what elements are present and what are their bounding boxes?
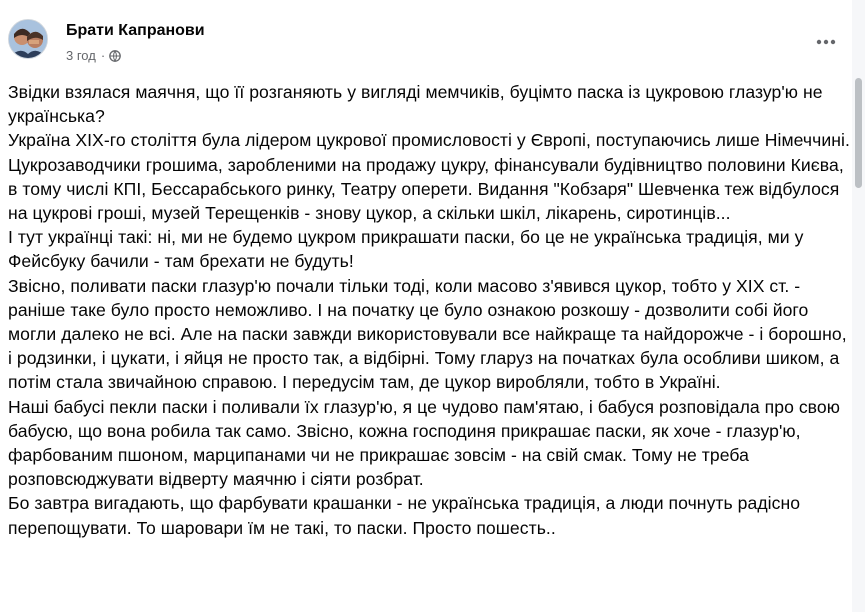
post-header (8, 16, 848, 72)
scrollbar[interactable] (852, 0, 865, 612)
author-name[interactable]: Брати Капранови (66, 22, 205, 39)
scrollbar-thumb[interactable] (855, 78, 862, 188)
post-paragraph: І тут українці такі: ні, ми не будемо цукром прикрашати паски, бо це не українська традиція, ми у Фейсбуку бачили - там брехати не будуть! (8, 227, 804, 272)
post-timestamp[interactable]: 3 год (66, 48, 96, 63)
post-paragraph: Наші бабусі пекли паски і поливали їх глазур'ю, я це чудово пам'ятаю, і бабуся розповідала про свою бабусю, що вона робила так само. Звісно, кожна господиня прикрашає паски, як хоче - глазур'ю, фарбованим пшоном, марципанами чи не прикрашає зовсім - на свій смак. Тому не треба розповсюджувати відверту маячню і сіяти розбрат. (8, 396, 840, 490)
author-photo-icon (9, 20, 47, 58)
post-paragraph: Звісно, поливати паски глазур'ю почали тільки тоді, коли масово з'явився цукор, тобто у XIX ст. - раніше таке було просто неможливо. І на початку це було ознакою розкошу - дозволити собі його могли далеко не всі. Але на паски завжди використовували все найкраще та найдорожче - і борошно, і родзинки, і цукати, і яйця не просто так, а відбірні. Тому гларуз на початках була особливи шиком, а потім стала звичайною справою. І передусім там, де цукор виробляли, тобто в Україні. (8, 275, 847, 393)
post-paragraph: Звідки взялася маячня, що її розганяють у вигляді мемчиків, буцімто паска із цукровою глазур'ю не українська? (8, 82, 823, 127)
author-avatar[interactable] (8, 19, 48, 59)
post-body (8, 80, 850, 540)
post-paragraph: Україна XIX-го століття була лідером цукрової промисловості у Європі, поступаючись лише Німеччині. Цукрозаводчики грошима, зароблeними на продажу цукру, фінансували будівництво половини Києва, в тому числі КПІ, Бессарабського ринку, Театру оперети. Видання "Кобзаря" Шевченка теж відбулося на цукрові гроші, музей Терещенків - знову цукор, а скільки шкіл, лікарень, сиротинців... (8, 130, 850, 224)
meta-separator: · (100, 48, 106, 63)
more-options-icon (816, 39, 836, 45)
globe-icon[interactable] (109, 50, 121, 62)
post-meta (66, 48, 121, 63)
more-options-button[interactable] (812, 28, 840, 56)
post-paragraph: Бо завтра вигадають, що фарбувати крашанки - не українська традиція, а люди почнуть радісно перепощувати. То шаровари їм не такі, то паски. Просто пошесть.. (8, 493, 801, 538)
